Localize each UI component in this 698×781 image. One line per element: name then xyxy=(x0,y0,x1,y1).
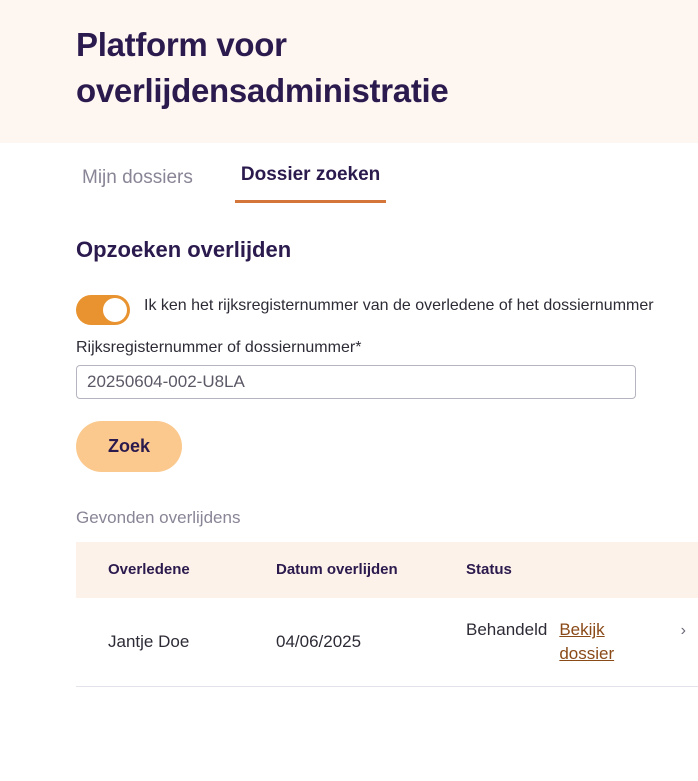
view-dossier-link[interactable]: Bekijk dossier xyxy=(559,620,615,664)
section-title: Opzoeken overlijden xyxy=(76,237,292,263)
column-header-datum-overlijden: Datum overlijden xyxy=(264,542,442,598)
results-table xyxy=(76,542,698,687)
cell-overledene: Jantje Doe xyxy=(76,598,264,686)
dossier-number-input[interactable] xyxy=(76,365,636,399)
column-header-status: Status xyxy=(442,542,698,598)
page-title: Platform voor overlijdensadministratie xyxy=(76,26,449,109)
dossier-number-label: Rijksregisternummer of dossiernummer* xyxy=(76,339,362,357)
results-table-head xyxy=(76,542,698,598)
results-caption: Gevonden overlijdens xyxy=(76,508,241,528)
status-badge: Behandeld xyxy=(466,620,548,640)
table-header-row xyxy=(76,542,698,598)
cell-datum-overlijden: 04/06/2025 xyxy=(264,598,442,686)
tab-mijn-dossiers[interactable]: Mijn dossiers xyxy=(76,166,199,203)
main-content xyxy=(0,203,698,687)
chevron-right-icon[interactable]: › xyxy=(680,622,686,640)
cell-status xyxy=(442,598,698,686)
column-header-overledene: Overledene xyxy=(76,542,264,598)
known-number-toggle-label: Ik ken het rijksregisternummer van de overledene of het dossiernummer xyxy=(144,297,654,315)
known-number-toggle[interactable] xyxy=(76,295,130,325)
table-row[interactable] xyxy=(76,598,698,686)
results-table-body xyxy=(76,598,698,686)
search-button[interactable]: Zoek xyxy=(76,421,182,472)
tab-bar xyxy=(0,143,698,203)
status-cell-inner xyxy=(466,618,686,666)
tab-dossier-zoeken[interactable]: Dossier zoeken xyxy=(235,163,386,203)
toggle-knob xyxy=(103,298,127,322)
known-number-toggle-row xyxy=(76,293,698,325)
page-header xyxy=(0,0,698,143)
